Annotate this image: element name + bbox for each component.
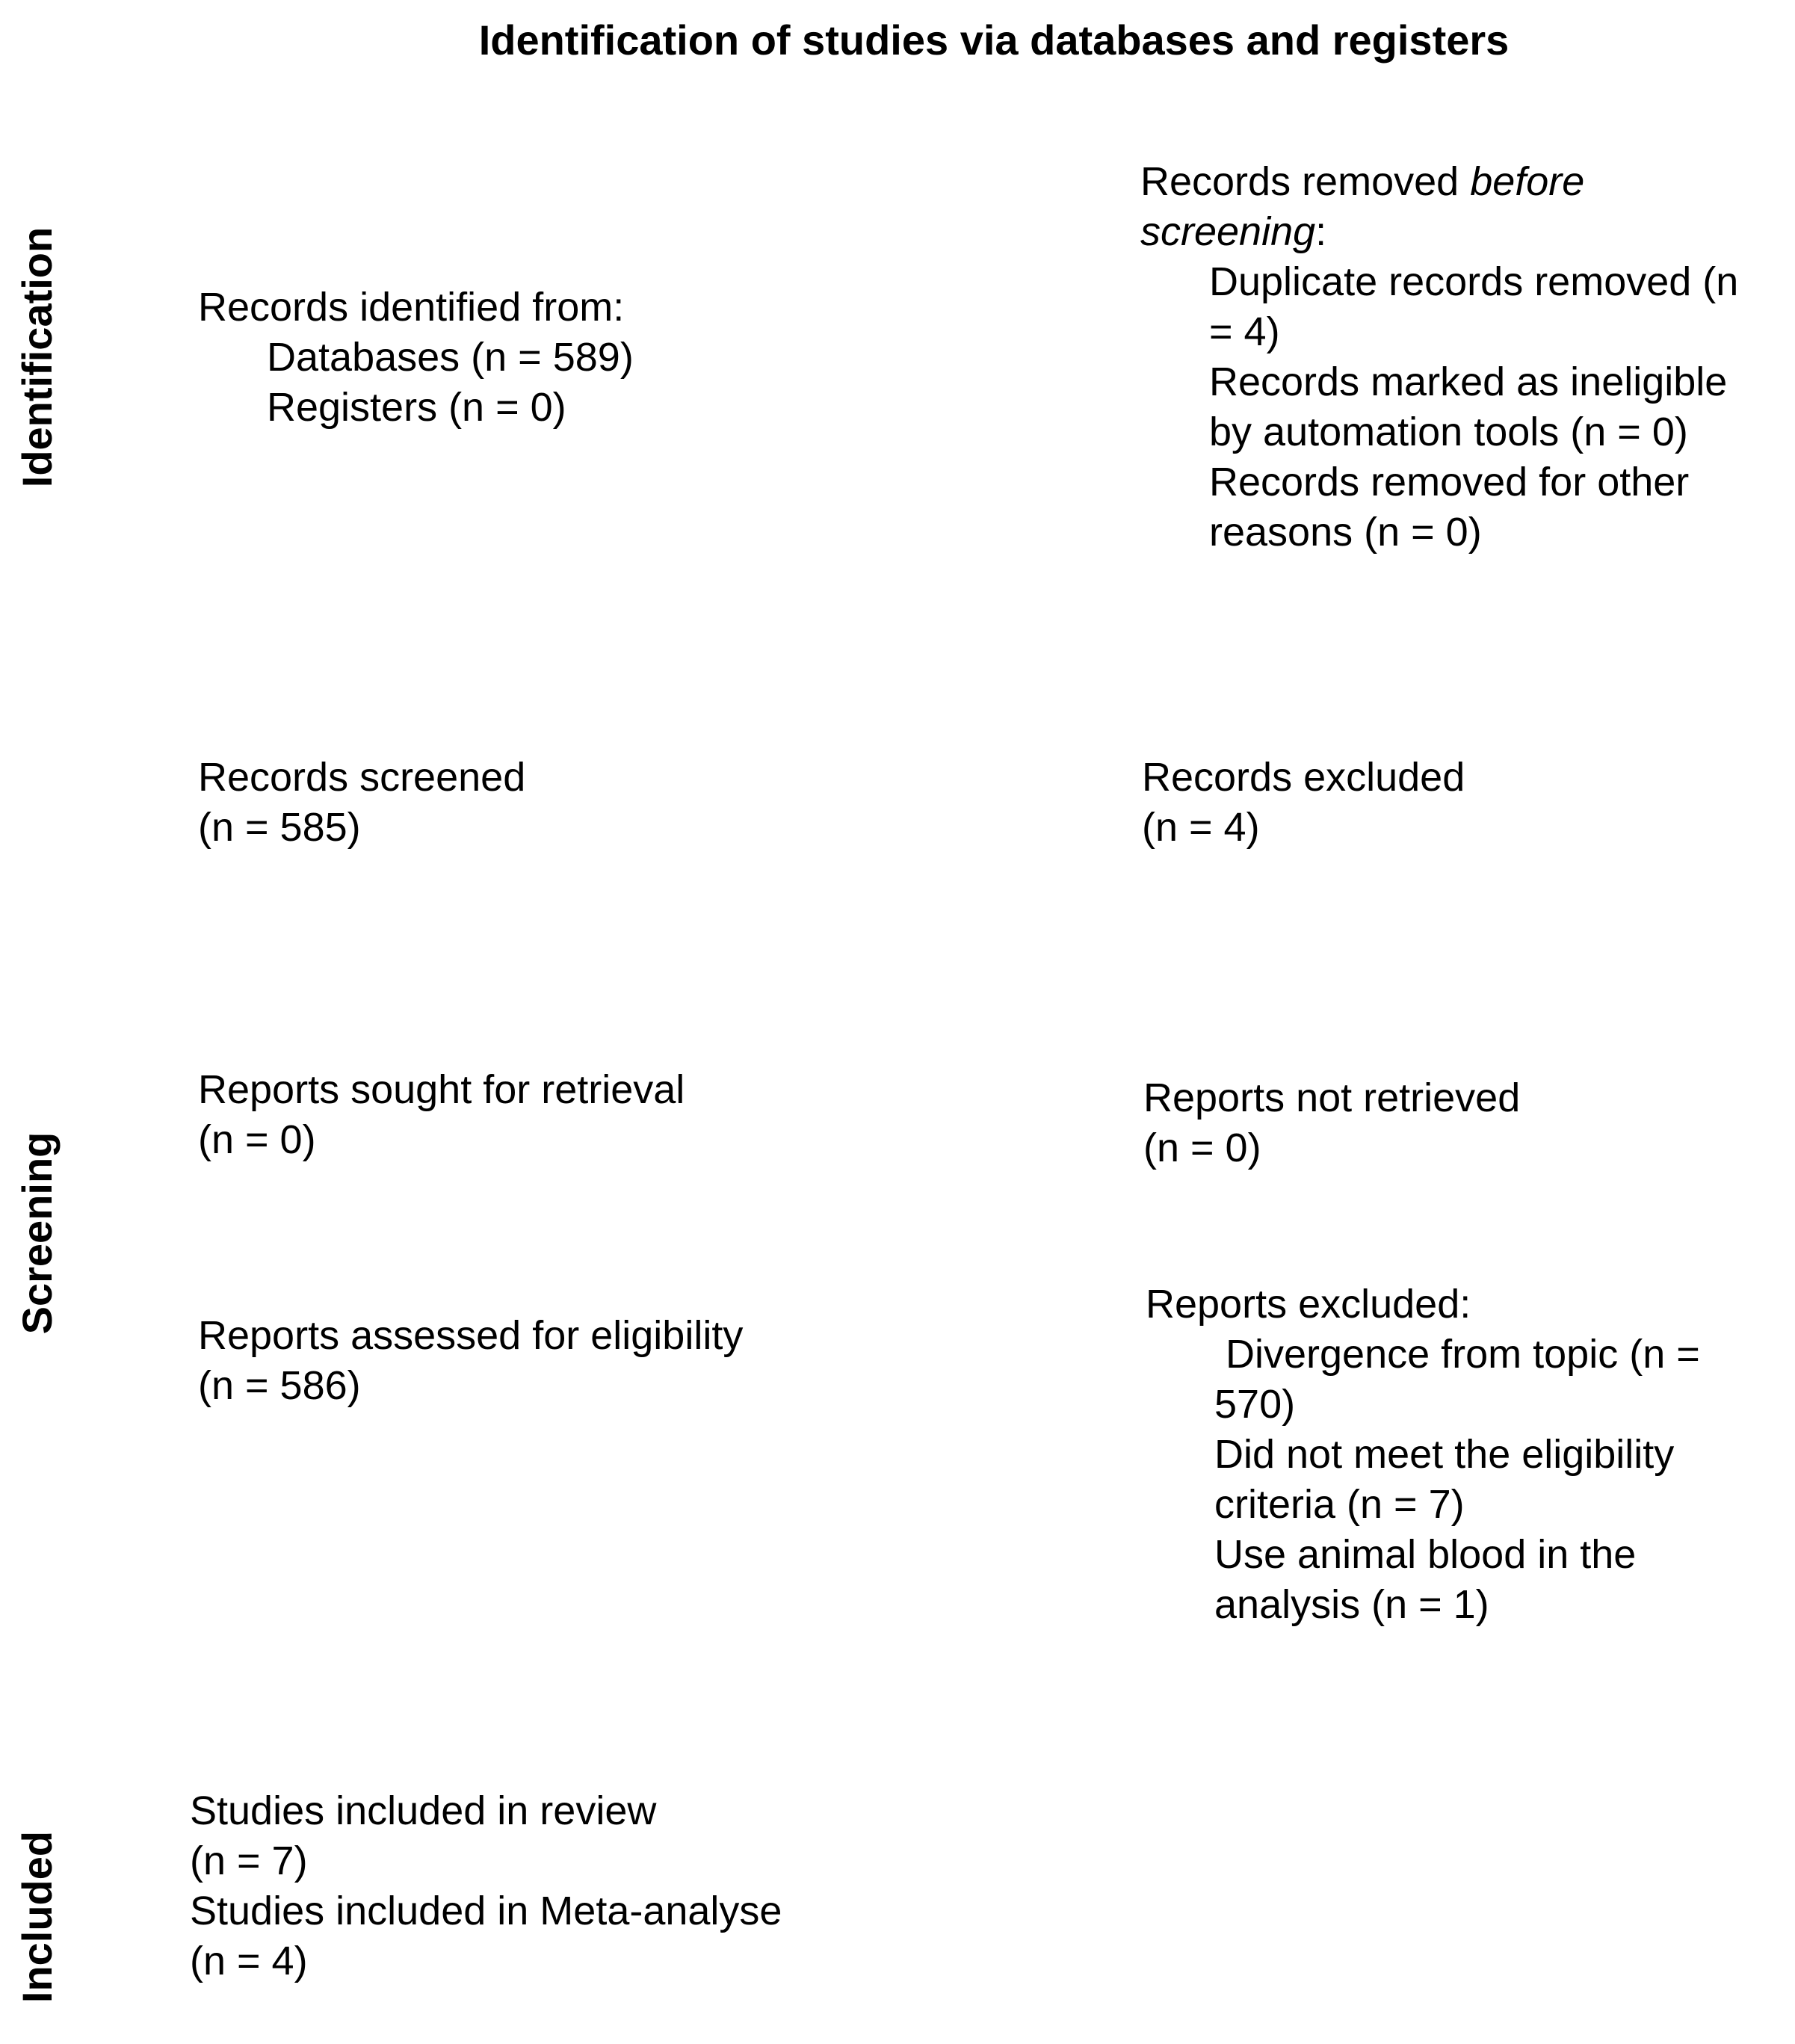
- reports-not-retrieved-box: [1143, 1073, 1520, 1173]
- phase-label-included: Included: [13, 1830, 61, 2004]
- reports-sought-count: (n = 0): [198, 1117, 316, 1162]
- phase-label-identification: Identification: [13, 226, 61, 488]
- records-identified-box: [198, 282, 634, 433]
- reports-sought-label: Reports sought for retrieval: [198, 1067, 685, 1112]
- records-excluded-label: Records excluded: [1142, 755, 1465, 800]
- records-identified-heading: Records identified from:: [198, 285, 625, 330]
- studies-included-review-label: Studies included in review: [190, 1788, 657, 1833]
- records-removed-heading-2: [1140, 207, 1738, 257]
- reports-excluded-divergence-line-2: 570): [1214, 1382, 1296, 1427]
- studies-included-box: [190, 1786, 782, 1986]
- reports-not-retrieved-count: (n = 0): [1143, 1126, 1261, 1170]
- records-removed-duplicates-line-2: = 4): [1209, 309, 1280, 354]
- records-removed-box: [1140, 157, 1738, 558]
- reports-excluded-box: [1146, 1279, 1700, 1630]
- records-screened-label: Records screened: [198, 755, 526, 800]
- reports-assessed-count: (n = 586): [198, 1363, 361, 1408]
- reports-excluded-animal-line-2: analysis (n = 1): [1214, 1582, 1489, 1627]
- reports-excluded-heading: Reports excluded:: [1146, 1282, 1471, 1327]
- reports-assessed-label: Reports assessed for eligibility: [198, 1313, 744, 1358]
- studies-included-meta-label: Studies included in Meta-analyse: [190, 1889, 782, 1933]
- diagram-title: Identification of studies via databases and registers: [478, 16, 1510, 64]
- reports-excluded-criteria-line-1: Did not meet the eligibility: [1214, 1432, 1675, 1477]
- reports-assessed-box: [198, 1311, 743, 1411]
- records-removed-heading-emphasis-1: before: [1470, 159, 1585, 204]
- records-identified-registers: Registers (n = 0): [267, 385, 566, 430]
- records-removed-ineligible-line-1: Records marked as ineligible: [1209, 359, 1728, 404]
- records-removed-other-line-2: reasons (n = 0): [1209, 510, 1482, 555]
- studies-included-meta-count: (n = 4): [190, 1939, 308, 1983]
- records-removed-heading-emphasis-2: screening: [1140, 209, 1316, 254]
- reports-excluded-animal-line-1: Use animal blood in the: [1214, 1532, 1637, 1577]
- records-excluded-count: (n = 4): [1142, 805, 1260, 850]
- records-removed-heading-prefix: Records removed: [1140, 159, 1471, 204]
- reports-excluded-divergence-line-1: Divergence from topic (n =: [1214, 1332, 1700, 1377]
- records-screened-count: (n = 585): [198, 805, 361, 850]
- records-screened-box: [198, 753, 525, 853]
- reports-not-retrieved-label: Reports not retrieved: [1143, 1075, 1521, 1120]
- records-identified-databases: Databases (n = 589): [267, 335, 634, 380]
- records-removed-heading-1: [1140, 157, 1738, 207]
- records-removed-other-line-1: Records removed for other: [1209, 460, 1690, 504]
- records-removed-heading-suffix: :: [1315, 209, 1327, 254]
- studies-included-review-count: (n = 7): [190, 1838, 308, 1883]
- records-excluded-box: [1142, 753, 1465, 853]
- phase-label-screening: Screening: [13, 1131, 61, 1335]
- reports-excluded-criteria-line-2: criteria (n = 7): [1214, 1482, 1465, 1527]
- reports-sought-box: [198, 1065, 685, 1165]
- records-removed-ineligible-line-2: by automation tools (n = 0): [1209, 410, 1688, 454]
- records-removed-duplicates-line-1: Duplicate records removed (n: [1209, 259, 1739, 304]
